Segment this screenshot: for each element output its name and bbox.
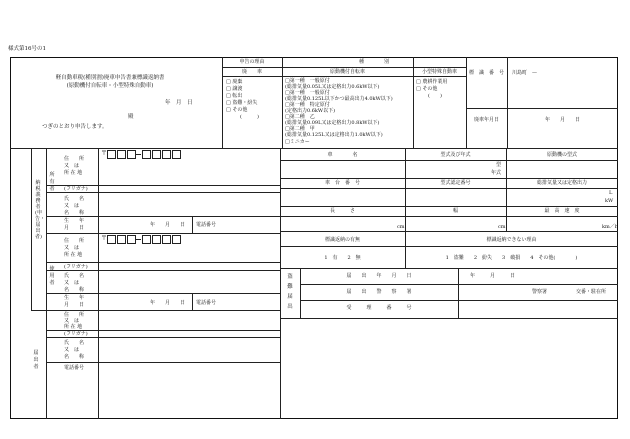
user-birth-label: 生 年 [64, 295, 85, 301]
taxpayer-side-label: 納税義務者(申告・届出者) [35, 180, 46, 240]
max-speed-label: 最 高 速 度 [544, 208, 580, 214]
owner-name-label: 氏 名 [64, 196, 85, 202]
user-birth-label2: 月 日 [64, 302, 85, 308]
submission-date: 年 月 日 [165, 100, 193, 106]
owner-furigana-label: (フリガナ) [64, 186, 88, 192]
reason-header: 申告の理由 [239, 59, 265, 65]
reason-option-scrap[interactable]: □ 廃棄 [226, 79, 243, 85]
special-option-other[interactable]: □ その他 [416, 86, 438, 92]
owner-address-or: 又 は [64, 163, 80, 169]
plate-return-reason-options[interactable]: 1 盗難 2 紛失 3 破損 4 その他( ) [445, 255, 578, 261]
user-name-label: 氏 名 [64, 273, 85, 279]
width-unit-cm: cm [498, 224, 506, 230]
user-label: 使 用 者 [49, 266, 60, 286]
chassis-number-label: 車 台 番 号 [324, 180, 360, 186]
plate-number-label: 標 識 番 号 [468, 70, 504, 76]
moped-option-2[interactable]: □第一種 一般原付 [285, 90, 330, 96]
reason-option-theft[interactable]: □ 盗難・紛失 [226, 100, 258, 106]
plate-return-status-label: 標識返納の有無 [324, 237, 360, 243]
user-name-or: 又 は [64, 280, 80, 286]
filer-label: 届 出 者 [33, 350, 44, 370]
user-location-label: 所 在 地 [64, 252, 83, 258]
vehicle-engine-label: 原動機の型式 [546, 152, 577, 158]
filer-name-label: 氏 名 [64, 340, 85, 346]
filer-entity-label: 名 称 [64, 354, 85, 360]
length-unit-cm: cm [397, 224, 405, 230]
theft-police-label: 届 出 警 察 署 [346, 289, 412, 295]
moped-option-1-note: (総排気量0.05L又は定格出力0.6kW以下) [285, 84, 380, 90]
filer-address-label: 住 所 [64, 312, 85, 318]
displacement-label: 総排気量又は定格出力 [536, 180, 587, 186]
vehicle-year-suffix: 年式 [491, 170, 502, 176]
vehicle-model-label: 型式及び年式 [440, 152, 471, 158]
user-entity-label: 名 称 [64, 287, 85, 293]
owner-postal-code[interactable] [106, 150, 181, 159]
theft-police-station[interactable]: 警察署 [532, 289, 548, 295]
moped-option-5-note: (総排気量0.125L又は定格出力1.0kW以下) [285, 132, 383, 138]
plate-number-value[interactable]: 川島町 — [512, 70, 538, 76]
moped-option-4[interactable]: □第二種 乙 [285, 114, 315, 120]
filer-phone-label: 電話番号 [64, 365, 85, 371]
user-address-label: 住 所 [64, 238, 85, 244]
owner-entity-label: 名 称 [64, 210, 85, 216]
reason-other-paren[interactable]: ( ) [240, 114, 259, 120]
plate-return-status-options[interactable]: 1 有 2 無 [324, 255, 361, 261]
scrap-date-value[interactable]: 年 月 日 [545, 117, 581, 123]
filer-furigana-label: (フリガナ) [64, 331, 88, 337]
moped-option-3[interactable]: □第一種 特定原付 [285, 102, 330, 108]
unit-liter: L [609, 190, 613, 196]
width-label: 幅 [452, 208, 458, 214]
owner-birth-label2: 月 日 [64, 225, 85, 231]
theft-report-side-label: 盗難届出 [287, 274, 293, 310]
owner-birth-label: 生 年 [64, 218, 85, 224]
reason-option-transfer[interactable]: □ 譲渡 [226, 86, 243, 92]
filer-address-or: 又 は [64, 318, 80, 324]
user-postal-code[interactable] [106, 235, 181, 244]
theft-report-date-value[interactable]: 年 月 日 [470, 273, 516, 279]
reason-option-other[interactable]: □ その他 [226, 107, 248, 113]
user-furigana-label: (フリガナ) [64, 264, 88, 270]
owner-birth-value[interactable]: 年 月 日 [150, 222, 186, 228]
scrap-date-label: 廃車年月日 [473, 117, 499, 123]
owner-name-or: 又 は [64, 203, 80, 209]
vehicle-name-label: 車 名 [327, 152, 358, 158]
owner-location-label: 所 在 地 [64, 170, 83, 176]
moped-option-4-note: (総排気量0.09L又は定格出力0.8kW以下) [285, 120, 380, 126]
owner-phone-label: 電話番号 [196, 222, 217, 228]
moped-option-5[interactable]: □第二種 甲 [285, 126, 315, 132]
user-address-or: 又 は [64, 245, 80, 251]
special-header: 小型特殊自動車 [421, 69, 457, 75]
owner-postal-mark: 〒 [101, 150, 108, 157]
reason-option-moveout[interactable]: □ 転出 [226, 93, 243, 99]
form-number: 様式第16号の1 [8, 46, 46, 52]
theft-report-date-label: 届 出 年 月 日 [346, 273, 412, 279]
moped-header: 原動機付自転車 [329, 69, 365, 75]
user-birth-value[interactable]: 年 月 日 [150, 300, 186, 306]
moped-option-3-note: (定格出力0.6kW以下) [285, 108, 336, 114]
filer-name-or: 又 は [64, 347, 80, 353]
reason-subheader: 廃 車 [241, 69, 262, 75]
unit-kw: kW [605, 198, 614, 204]
special-option-farm[interactable]: □ 農耕作業用 [416, 79, 448, 85]
moped-option-2-note: (総排気量0.125L以下かつ最高出力4.0kW以下) [285, 96, 393, 102]
user-phone-label: 電話番号 [196, 300, 217, 306]
form-title-line2: (原動機付自転車・小型特殊自動車) [66, 83, 154, 89]
owner-address-label: 住 所 [64, 156, 85, 162]
moped-option-minicar[interactable]: □ミニカー [285, 139, 310, 145]
length-label: 長 さ [329, 208, 355, 214]
theft-receipt-label: 受 理 番 号 [346, 305, 412, 311]
moped-option-1[interactable]: □第一種 一般原付 [285, 78, 330, 84]
user-postal-mark: 〒 [101, 235, 108, 242]
addressee-mark: 殿 [128, 114, 134, 120]
theft-police-box[interactable]: 交番・駐在所 [576, 289, 607, 295]
type-approval-label: 型式認定番号 [440, 180, 471, 186]
filer-location-label: 所 在 地 [64, 324, 83, 330]
special-other-paren[interactable]: ( ) [428, 93, 442, 99]
form-title-line1: 軽自動車税(種別割)廃車申告書兼標識返納書 [55, 75, 165, 81]
plate-return-reason-label: 標識返納できない理由 [486, 237, 537, 243]
speed-unit-kmh: km／h [602, 224, 618, 230]
category-header: 種 別 [358, 59, 389, 65]
vehicle-model-suffix: 型 [496, 162, 502, 168]
owner-label: 所 有 者 [49, 172, 60, 192]
statement-text: つぎのとおり申告します。 [42, 124, 108, 130]
